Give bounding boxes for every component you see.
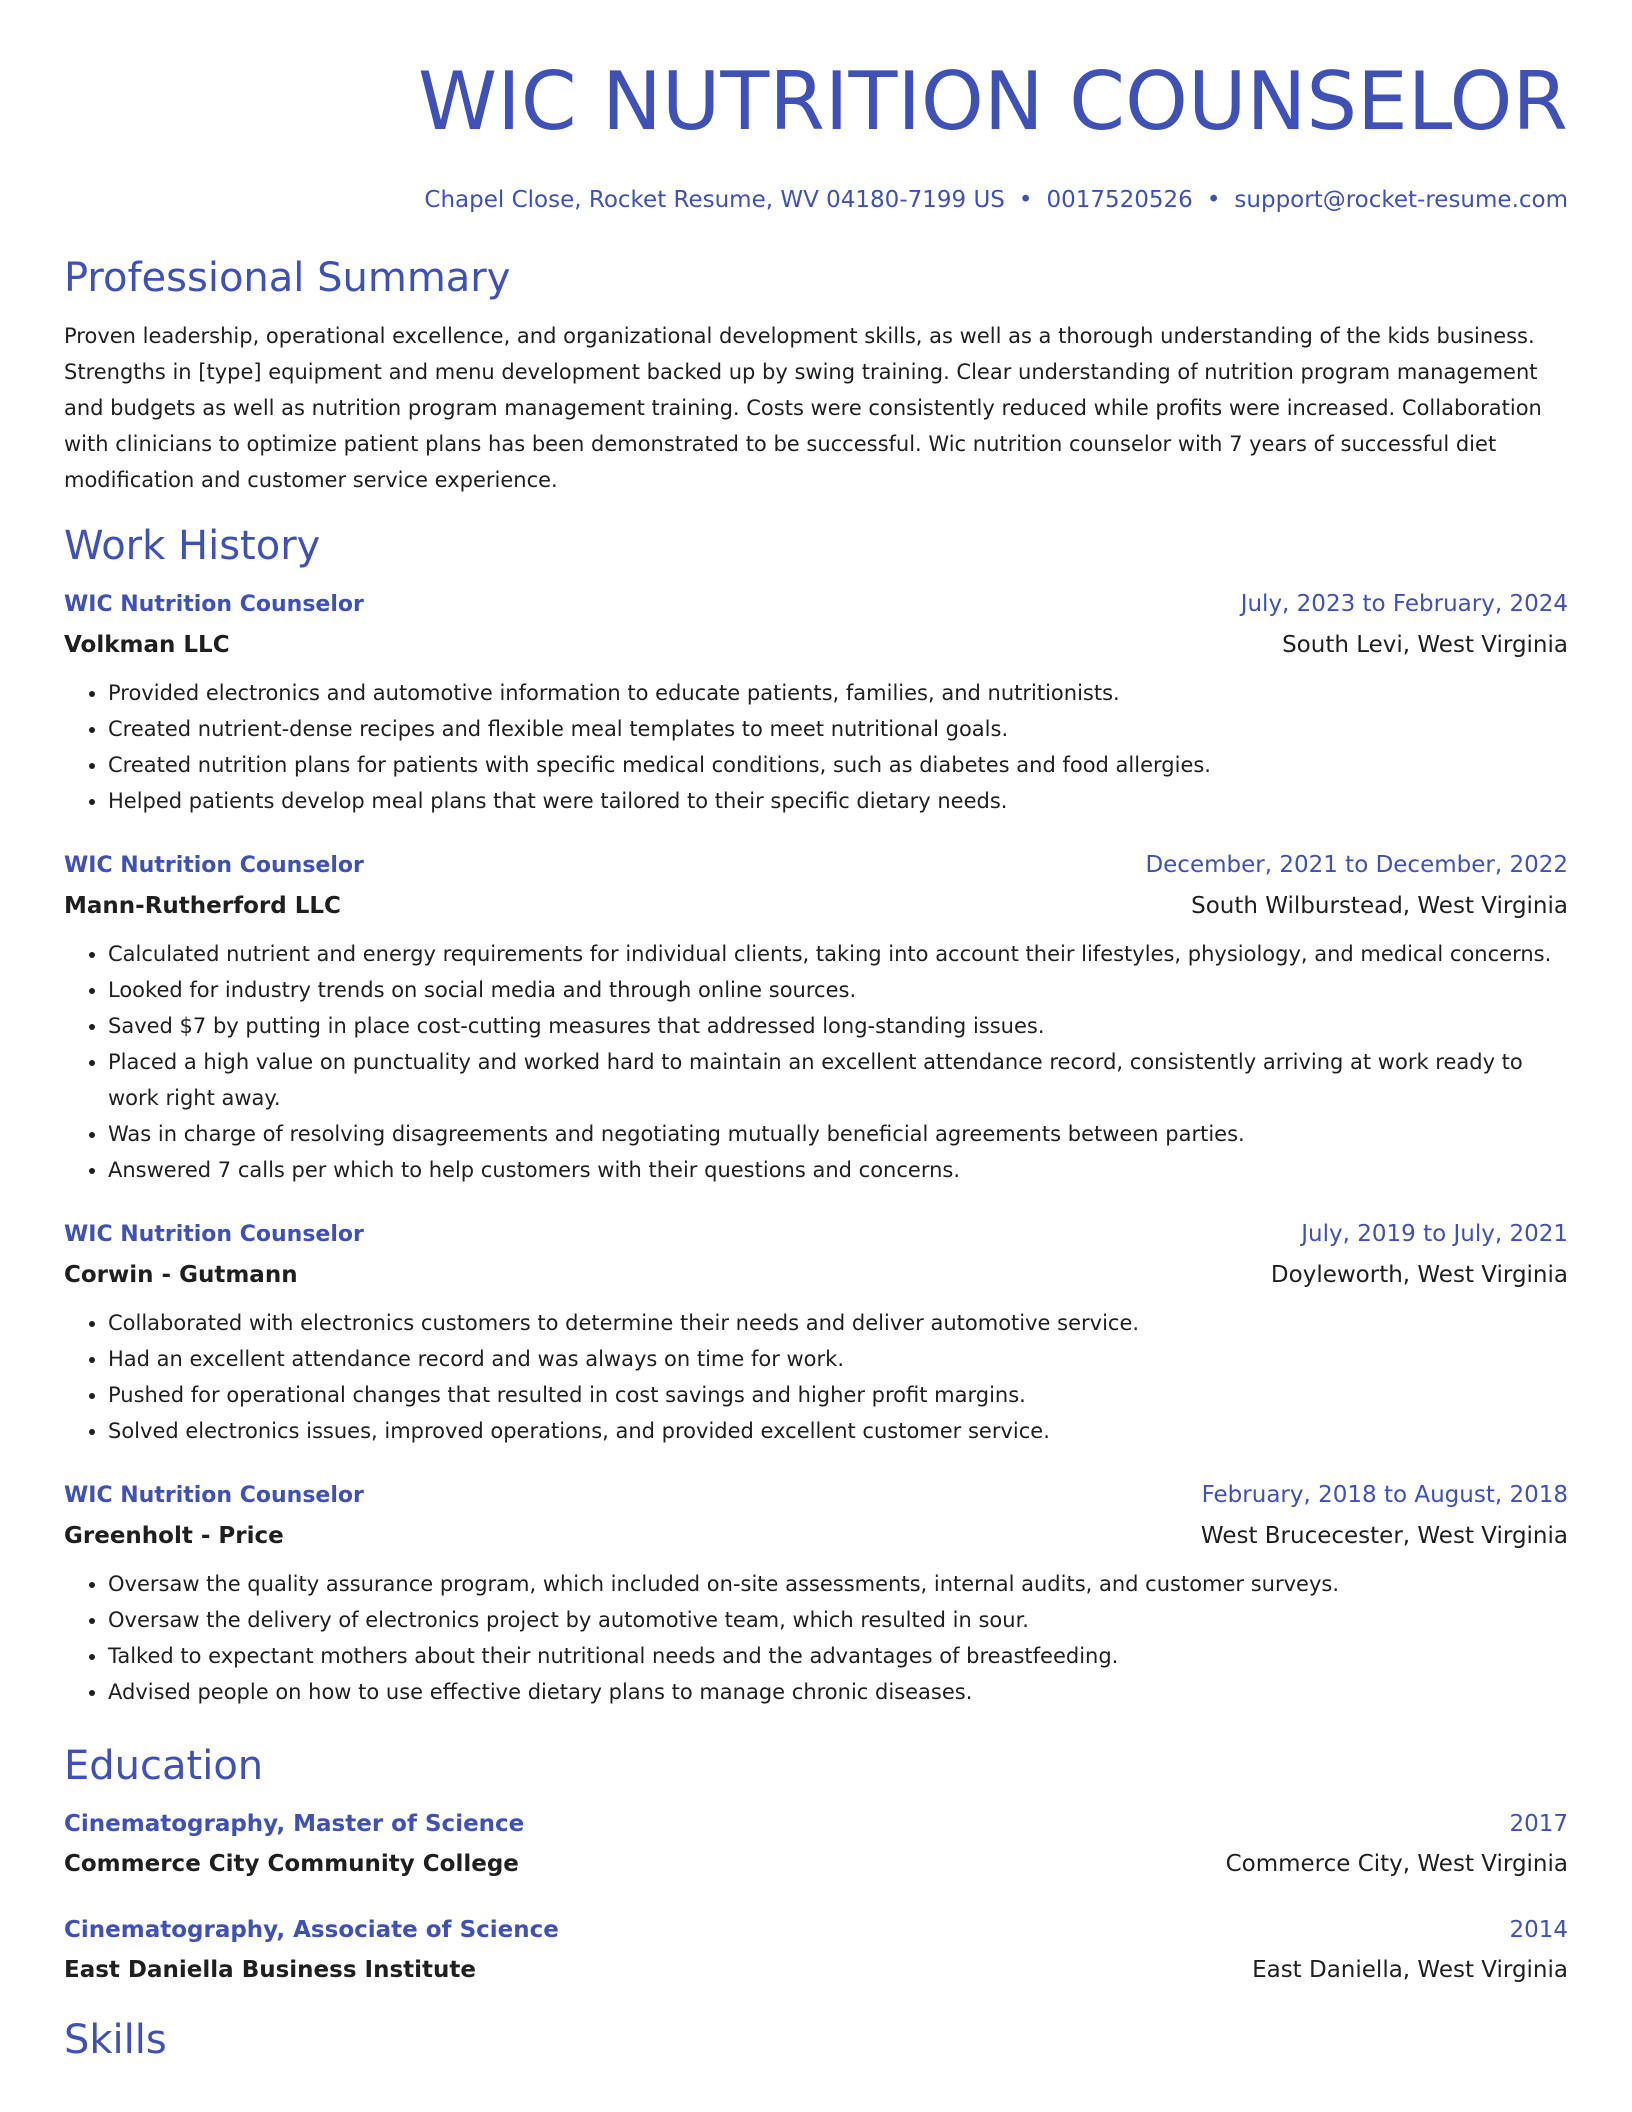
job-bullets [64,1566,1568,1710]
job-dates: December, 2021 to December, 2022 [1145,852,1568,878]
job-bullet: • Answered 7 calls per which to help customers with their questions and concerns. [108,1152,1568,1188]
job-title: WIC Nutrition Counselor [64,853,364,878]
job-bullets [64,675,1568,819]
job-bullet: • Oversaw the delivery of electronics project by automotive team, which resulted in sour. [108,1602,1568,1638]
job-entry [64,845,1568,1188]
job-bullet: • Pushed for operational changes that resulted in cost savings and higher profit margins. [108,1377,1568,1413]
education-school-row [64,1950,1568,1990]
job-entry [64,1475,1568,1710]
education-degree: Cinematography, Master of Science [64,1811,525,1837]
job-company-row [64,625,1568,665]
job-company: Volkman LLC [64,632,230,658]
education-year: 2014 [1509,1917,1568,1943]
education-school-row [64,1844,1568,1884]
job-header-row [64,1475,1568,1516]
job-bullet: • Solved electronics issues, improved operations, and provided excellent customer service. [108,1413,1568,1449]
job-location: Doyleworth, West Virginia [1270,1262,1568,1288]
job-bullet: • Collaborated with electronics customers to determine their needs and deliver automotive service. [108,1305,1568,1341]
contact-email: support@rocket-resume.com [1234,187,1568,213]
education-entry [64,1910,1568,1990]
job-entry [64,1214,1568,1449]
job-title: WIC Nutrition Counselor [64,1483,364,1508]
summary-heading: Professional Summary [64,255,511,301]
contact-separator: • [1018,187,1033,213]
job-bullet: • Provided electronics and automotive information to educate patients, families, and nutritionists. [108,675,1568,711]
resume-page [64,0,1568,2068]
job-bullet: • Oversaw the quality assurance program, which included on-site assessments, internal audits, and customer surveys. [108,1566,1568,1602]
education-degree: Cinematography, Associate of Science [64,1917,559,1943]
job-bullet: • Advised people on how to use effective dietary plans to manage chronic diseases. [108,1674,1568,1710]
job-bullet: • Helped patients develop meal plans that were tailored to their specific dietary needs. [108,783,1568,819]
job-bullet: • Saved $7 by putting in place cost-cutting measures that addressed long-standing issues. [108,1008,1568,1044]
job-bullet: • Placed a high value on punctuality and worked hard to maintain an excellent attendance record, consistently arriving at work ready to work right away. [108,1044,1568,1116]
job-bullet: • Created nutrition plans for patients with specific medical conditions, such as diabetes and food allergies. [108,747,1568,783]
job-location: South Levi, West Virginia [1282,632,1568,658]
job-company-row [64,1255,1568,1295]
job-dates: July, 2019 to July, 2021 [1301,1221,1568,1247]
job-location: South Wilburstead, West Virginia [1191,893,1568,919]
contact-address: Chapel Close, Rocket Resume, WV 04180-7199 US [424,187,1005,213]
education-header-row [64,1804,1568,1844]
job-bullet: • Had an excellent attendance record and was always on time for work. [108,1341,1568,1377]
contact-separator: • [1206,187,1221,213]
education-entry [64,1804,1568,1884]
job-header-row [64,845,1568,886]
job-header-row [64,584,1568,625]
job-title: WIC Nutrition Counselor [64,592,364,617]
education-location: Commerce City, West Virginia [1225,1851,1568,1877]
job-company-row [64,886,1568,926]
job-bullet: • Created nutrient-dense recipes and flexible meal templates to meet nutritional goals. [108,711,1568,747]
job-bullet: • Talked to expectant mothers about their nutritional needs and the advantages of breastfeeding. [108,1638,1568,1674]
job-bullet: • Was in charge of resolving disagreements and negotiating mutually beneficial agreements between parties. [108,1116,1568,1152]
job-location: West Brucecester, West Virginia [1200,1523,1568,1549]
contact-line [64,180,1568,220]
education-year: 2017 [1509,1811,1568,1837]
job-company: Mann-Rutherford LLC [64,893,341,919]
job-entry [64,584,1568,819]
job-header-row [64,1214,1568,1255]
job-title: WIC Nutrition Counselor [64,1222,364,1247]
job-bullets [64,936,1568,1188]
work-history-heading: Work History [64,523,321,569]
job-bullet: • Looked for industry trends on social media and through online sources. [108,972,1568,1008]
job-dates: February, 2018 to August, 2018 [1201,1482,1568,1508]
education-heading: Education [64,1743,264,1789]
job-bullets [64,1305,1568,1449]
resume-title: WIC NUTRITION COUNSELOR [418,55,1568,148]
job-bullet: • Calculated nutrient and energy requirements for individual clients, taking into account their lifestyles, physiology, and medical concerns. [108,936,1568,972]
education-school: Commerce City Community College [64,1851,519,1877]
job-company: Greenholt - Price [64,1523,284,1549]
contact-phone: 0017520526 [1046,187,1193,213]
job-company: Corwin - Gutmann [64,1262,298,1288]
education-school: East Daniella Business Institute [64,1957,476,1983]
education-header-row [64,1910,1568,1950]
job-company-row [64,1516,1568,1556]
job-dates: July, 2023 to February, 2024 [1240,591,1568,617]
education-location: East Daniella, West Virginia [1252,1957,1568,1983]
summary-text: Proven leadership, operational excellence, and organizational development skills, as well as a thorough understanding of the kids business. Strengths in [type] equipment and menu development backed up by swing training. Clear understanding of nutrition program management and budgets as well as nutrition program management training. Costs were consistently reduced while profits were increased. Collaboration with clinicians to optimize patient plans has been demonstrated to be successful. Wic nutrition counselor with 7 years of successful diet modification and customer service experience. [64,324,1542,492]
skills-heading: Skills [64,2017,167,2063]
